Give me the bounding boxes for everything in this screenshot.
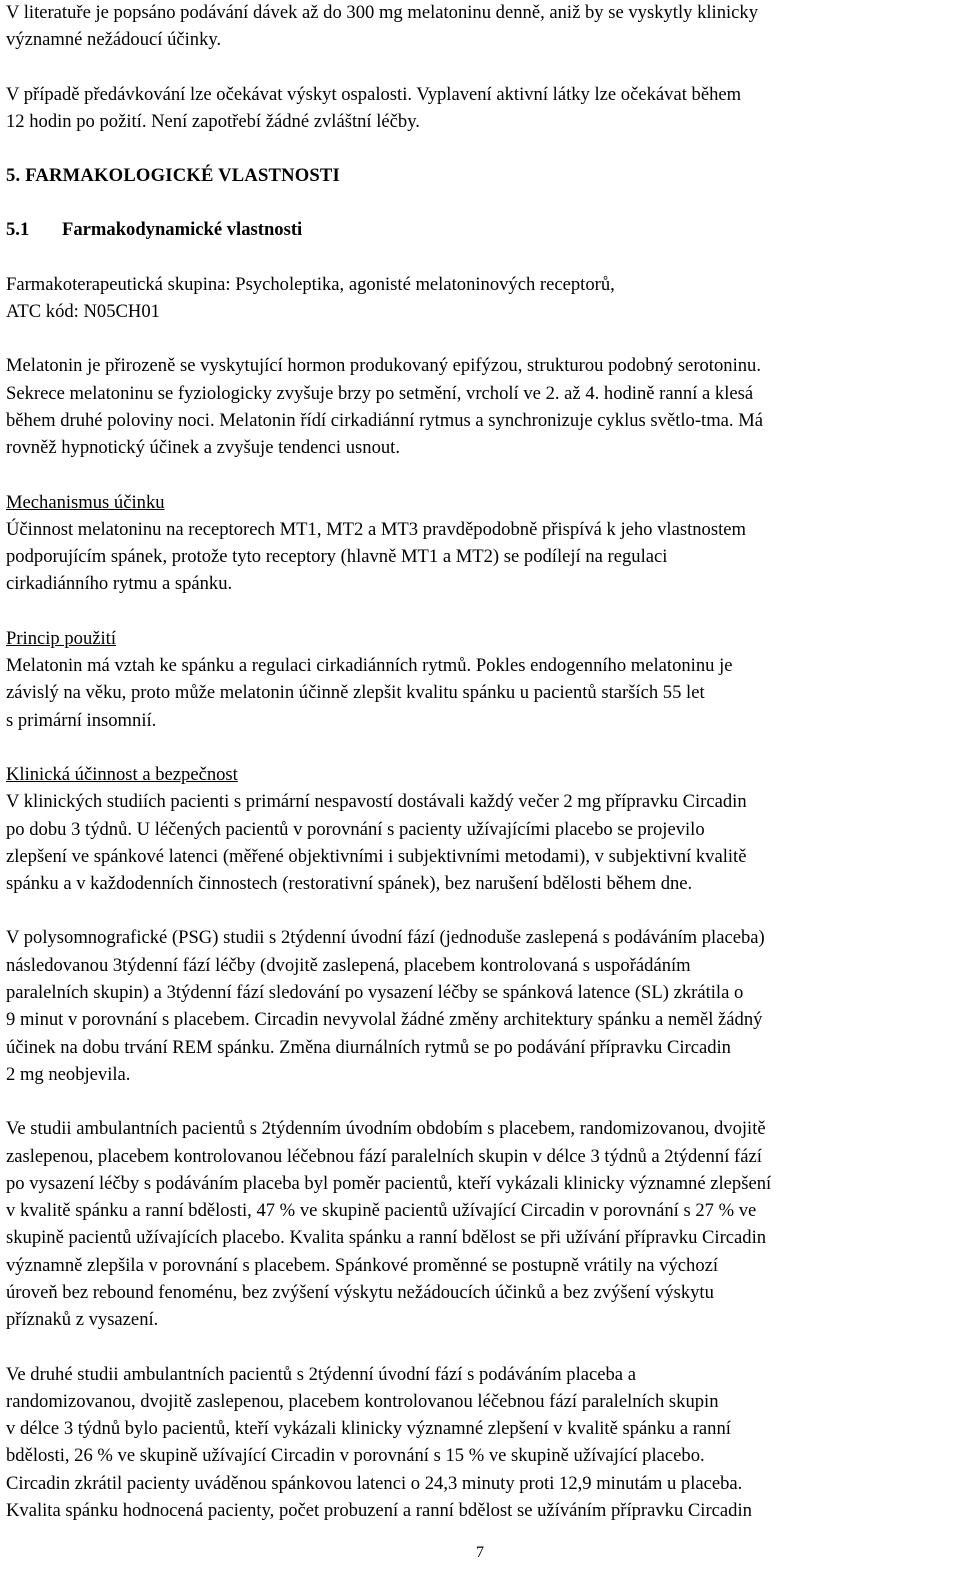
paragraph-clinical-efficacy: V klinických studiích pacienti s primární nespavostí dostávali každý večer 2 mg přípravku Circadin po dobu 3 týdnů. U léčených pacientů v porovnání s pacienty užívajícími placebo se projevilo zlepšení ve spánkové latenci (měřené objektivními i subjektivními metodami), v subjektivní kvalitě spánku a v každodenních činnostech (restorativní spánek), bez narušení bdělosti během dne.: [6, 791, 747, 895]
clinical-efficacy-heading: Klinická účinnost a bezpečnost: [6, 763, 238, 785]
paragraph-overdose-case: V případě předávkování lze očekávat výskyt ospalosti. Vyplavení aktivní látky lze očekávat během 12 hodin po požití. Není zapotřebí žádné zvláštní léčby.: [6, 83, 742, 132]
paragraph-principle: Melatonin má vztah ke spánku a regulaci cirkadiánních rytmů. Pokles endogenního melatoninu je závislý na věku, proto může melatonin účinně zlepšit kvalitu spánku u pacientů starších 55 let s primární insomnií.: [6, 655, 733, 731]
paragraph-mechanism: Účinnost melatoninu na receptorech MT1, MT2 a MT3 pravděpodobně přispívá k jeho vlastnostem podporujícím spánek, protože tyto receptory (hlavně MT1 a MT2) se podílejí na regulaci cirkadiánního rytmu a spánku.: [6, 518, 746, 595]
document-body: [6, 0, 952, 1524]
paragraph-outpatient-study-1: Ve studii ambulantních pacientů s 2týdenním úvodním obdobím s placebem, randomizovanou, dvojitě zaslepenou, placebem kontrolovanou léčebnou fází paralelních skupin v délce 3 týdnů a 2týdenní fází po vysazení léčby s podáváním placeba byl poměr pacientů, kteří vykázali klinicky významné zlepšení v kvalitě spánku a ranní bdělosti, 47 % ve skupině pacientů užívající Circadin v porovnání s 27 % ve skupině pacientů užívajících placebo. Kvalita spánku a ranní bdělost se při užívání přípravku Circadin významně zlepšila v porovnání s placebem. Spánkové proměnné se postupně vrátily na výchozí úroveň bez rebound fenoménu, bez zvýšení výskytu nežádoucích účinků a bez zvýšení výskytu příznaků z vysazení.: [6, 1118, 772, 1331]
page-number: 7: [476, 1544, 484, 1561]
subsection-heading: [6, 216, 952, 243]
subsection-title: Farmakodynamické vlastnosti: [62, 219, 303, 241]
section-heading: 5. FARMAKOLOGICKÉ VLASTNOSTI: [6, 165, 340, 187]
paragraph-outpatient-study-2: Ve druhé studii ambulantních pacientů s 2týdenní úvodní fází s podáváním placeba a randomizovanou, dvojitě zaslepenou, placebem kontrolovanou léčebnou fází paralelních skupin v délce 3 týdnů bylo pacientů, kteří vykázali klinicky významné zlepšení v kvalitě spánku a ranní bdělosti, 26 % ve skupině užívající Circadin v porovnání s 15 % ve skupině užívající placebo. Circadin zkrátil pacienty uváděnou spánkovou latenci o 24,3 minuty proti 12,9 minutám u placeba. Kvalita spánku hodnocená pacienty, počet probuzení a ranní bdělost se užíváním přípravku Circadin: [6, 1363, 752, 1522]
paragraph-melatonin-description: Melatonin je přirozeně se vyskytující hormon produkovaný epifýzou, strukturou podobný serotoninu. Sekrece melatoninu se fyziologicky zvyšuje brzy po setmění, vrcholí ve 2. až 4. hodině ranní a klesá během druhé poloviny noci. Melatonin řídí cirkadiánní rytmus a synchronizuje cyklus světlo-tma. Má rovněž hypnotický účinek a zvyšuje tendenci usnout.: [6, 355, 764, 459]
subsection-number: 5.1: [6, 219, 30, 241]
paragraph-psg-study: V polysomnografické (PSG) studii s 2týdenní úvodní fází (jednoduše zaslepená s podáváním placeba) následovanou 3týdenní fází léčby (dvojitě zaslepená, placebem kontrolovaná s uspořádáním paralelních skupin) a 3týdenní fází sledování po vysazení léčby se spánková latence (SL) zkrátila o 9 minut v porovnání s placebem. Circadin nevyvolal žádné změny architektury spánku a neměl žádný účinek na dobu trvání REM spánku. Změna diurnálních rytmů se po podávání přípravku Circadin 2 mg neobjevila.: [6, 927, 765, 1085]
paragraph-pharmacotherapeutic-group: Farmakoterapeutická skupina: Psycholeptika, agonisté melatoninových receptorů, ATC kód: N05CH01: [6, 273, 615, 323]
principle-heading: Princip použití: [6, 627, 117, 649]
mechanism-heading: Mechanismus účinku: [6, 491, 165, 513]
paragraph-overdose-literature: V literatuře je popsáno podávání dávek až do 300 mg melatoninu denně, aniž by se vyskytly klinicky významné nežádoucí účinky.: [6, 2, 759, 51]
